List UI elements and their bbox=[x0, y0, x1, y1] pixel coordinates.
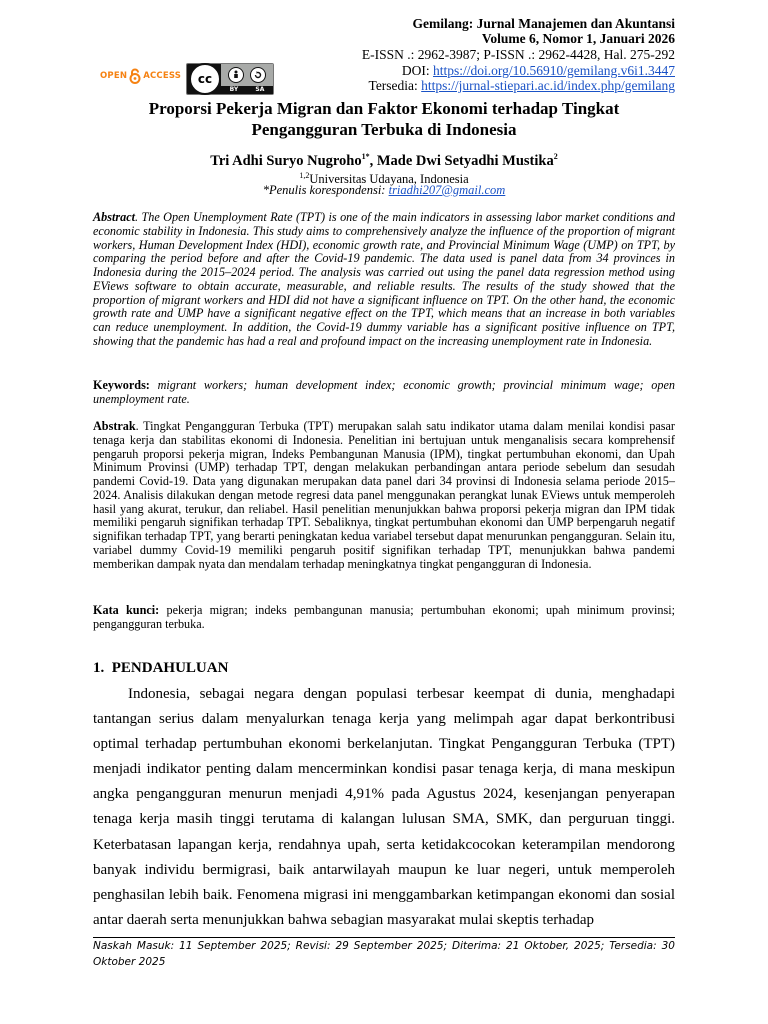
correspondence-email-link[interactable]: triadhi207@gmail.com bbox=[388, 183, 506, 197]
paper-title-line-1: Proporsi Pekerja Migran dan Faktor Ekonomi terhadap Tingkat bbox=[148, 99, 620, 118]
author-1: Tri Adhi Suryo Nugroho bbox=[210, 152, 362, 169]
share-alike-icon bbox=[250, 67, 266, 83]
footer-dates: Naskah Masuk: 11 September 2025; Revisi: 29 September 2025; Diterima: 21 Oktober, 2025; Tersedia: 30 Oktober 2025 bbox=[93, 940, 675, 968]
open-access-logo bbox=[100, 66, 181, 86]
journal-volume: Volume 6, Nomor 1, Januari 2026 bbox=[481, 31, 675, 46]
author-separator: , bbox=[369, 152, 377, 169]
abstrak-text: . Tingkat Pengangguran Terbuka (TPT) merupakan salah satu indikator utama dalam menilai kondisi pasar tenaga kerja dan stabilitas ekonomi di Indonesia. Penelitian ini bertujuan untuk menganalisis secara komprehensif pengaruh proporsi pekerja migran, Indeks Pembangunan Manusia (IPM), tingkat pertumbuhan ekonomi, dan Upah Minimum Provinsi (UMP) terhadap TPT, dengan melakukan perbandingan antara periode sebelum dan sesudah pandemi Covid-19. Data yang digunakan merupakan data panel dari 34 provinsi di Indonesia selama periode 2015–2024. Analisis dilakukan dengan metode regresi data panel menggunakan perangkat lunak EViews untuk memperoleh hasil yang akurat, terukur, dan reliabel. Hasil penelitian menunjukkan bahwa proporsi pekerja migran dan IPM tidak memiliki pengaruh signifikan terhadap TPT. Sebaliknya, tingkat pertumbuhan ekonomi dan UMP berpengaruh negatif signifikan terhadap TPT, yang berarti peningkatan kedua variabel tersebut dapat menurunkan pengangguran. Selain itu, variabel dummy Covid-19 memiliki pengaruh positif signifikan terhadap TPT, menunjukkan bahwa pandemi memberikan dampak nyata dan mendalam terhadap meningkatnya tingkat pengangguran di Indonesia. bbox=[93, 419, 675, 571]
paper-title-line-2: Pengangguran Terbuka di Indonesia bbox=[251, 120, 517, 139]
person-icon bbox=[228, 67, 244, 83]
kata-kunci-text: pekerja migran; indeks pembangunan manusia; pertumbuhan ekonomi; upah minimum provinsi; pengangguran terbuka. bbox=[93, 603, 675, 631]
sa-label: SA bbox=[255, 86, 265, 93]
journal-doi: DOI: https://doi.org/10.56910/gemilang.v6i1.3447 bbox=[401, 63, 675, 78]
abstract-text: . The Open Unemployment Rate (TPT) is one of the main indicators in assessing labor market conditions and economic stability in Indonesia. This study aims to comprehensively analyze the influence of the proportion of migrant workers, Human Development Index (HDI), economic growth rate, and Provincial Minimum Wage (UMP) on TPT, by comparing the period before and after the Covid-19 pandemic. The data used is panel data from 34 provinces in Indonesia during the 2015–2024 period. The analysis was carried out using the panel data regression method using EViews software to obtain accurate, measurable, and reliable results. The results of the study showed that the proportion of migrant workers and HDI did not have a significant influence on TPT. On the other hand, the economic growth rate and UMP have a significant negative effect on the TPT, which means that an increase in both variables can reduce unemployment. In addition, the Covid-19 dummy variable has a significant positive influence on TPT, showing that the pandemic has had a real and profound impact on the increasing unemployment rate in Indonesia. bbox=[93, 210, 675, 348]
by-label: BY bbox=[229, 86, 239, 93]
correspondence-label: *Penulis korespondensi: bbox=[262, 183, 389, 197]
keywords-indonesian bbox=[93, 604, 675, 632]
author-1-sup: 1* bbox=[361, 152, 370, 161]
journal-issn: E-ISSN .: 2962-3987; P-ISSN .: 2962-4428, Hal. 275-292 bbox=[361, 47, 675, 62]
journal-url-link[interactable]: https://jurnal-stiepari.ac.id/index.php/gemilang bbox=[421, 78, 675, 93]
paper-title bbox=[0, 98, 768, 140]
open-access-text-right: ACCESS bbox=[143, 71, 182, 81]
keywords-label: Keywords: bbox=[93, 378, 150, 392]
abstract-label: Abstract bbox=[93, 210, 135, 224]
author-list bbox=[0, 152, 768, 170]
abstrak-label: Abstrak bbox=[93, 419, 136, 433]
section-heading: 1. PENDAHULUAN bbox=[93, 660, 229, 676]
affiliation-sup: 1,2 bbox=[299, 171, 310, 180]
footer-divider bbox=[93, 937, 675, 938]
open-access-text-left: OPEN bbox=[100, 71, 128, 81]
doi-link[interactable]: https://doi.org/10.56910/gemilang.v6i1.3447 bbox=[433, 63, 675, 78]
author-2-sup: 2 bbox=[553, 152, 558, 161]
kata-kunci-label: Kata kunci: bbox=[93, 603, 160, 617]
keywords-text: migrant workers; human development index; economic growth; provincial minimum wage; open unemployment rate. bbox=[93, 378, 675, 406]
abstract-indonesian bbox=[93, 420, 675, 571]
journal-name: Gemilang: Jurnal Manajemen dan Akuntansi bbox=[412, 16, 675, 31]
section-body-paragraph: Indonesia, sebagai negara dengan populasi terbesar keempat di dunia, menghadapi tantangan serius dalam menyalurkan tenaga kerja yang melimpah agar dapat berkontribusi optimal terhadap pertumbuhan ekonomi berkelanjutan. Tingkat Pengangguran Terbuka (TPT) menjadi indikator penting dalam mencerminkan kondisi pasar tenaga kerja, di mana meskipun angka pengangguran menurun menjadi 4,91% pada Agustus 2024, kesenjangan penyerapan tenaga kerja masih tinggi terutama di kalangan lulusan SMA, SMK, dan perguruan tinggi. Keterbatasan lapangan kerja, rendahnya upah, serta ketidakcocokan keterampilan mendorong banyak individu bermigrasi, baik antarwilayah maupun ke luar negeri, untuk memperoleh penghasilan lebih baik. Fenomena migrasi ini menggambarkan ketimpangan ekonomi dan sosial antar daerah serta menunjukkan bahwa sebagian masyarakat mulai skeptis terhadap bbox=[93, 686, 675, 928]
open-access-lock-icon bbox=[129, 68, 141, 84]
correspondence bbox=[0, 183, 768, 197]
author-2: Made Dwi Setyadhi Mustika bbox=[376, 152, 554, 169]
cc-icon: cc bbox=[189, 63, 221, 95]
cc-by-sa-badge bbox=[186, 63, 274, 95]
abstract-english bbox=[93, 211, 675, 349]
keywords-english bbox=[93, 379, 675, 407]
affiliation-text: Universitas Udayana, Indonesia bbox=[309, 172, 469, 187]
journal-available: Tersedia: https://jurnal-stiepari.ac.id/index.php/gemilang bbox=[368, 78, 675, 93]
